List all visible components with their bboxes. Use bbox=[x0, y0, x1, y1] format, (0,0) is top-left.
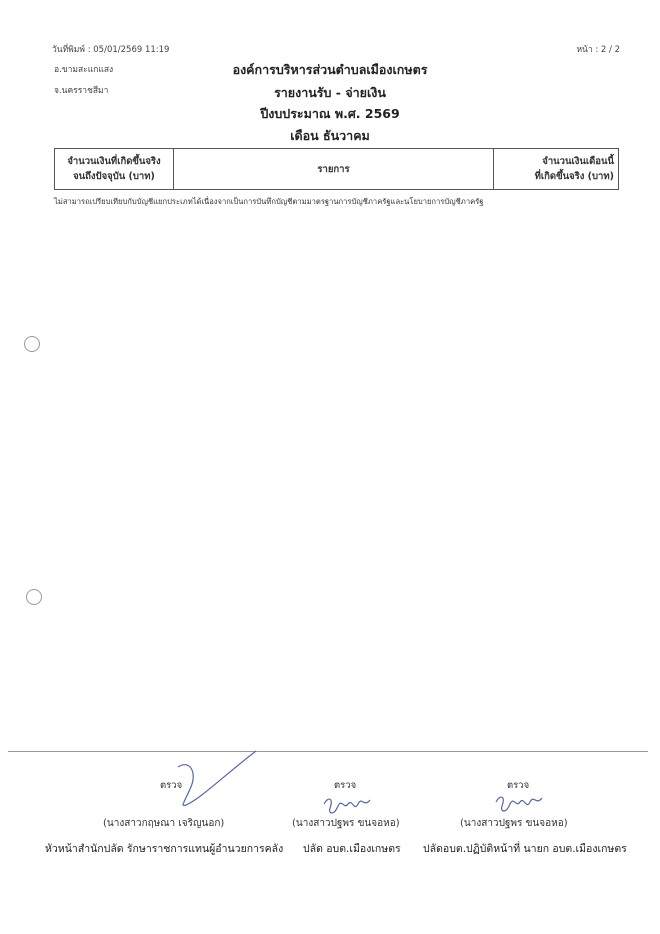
signature-2-name: (นางสาวปฐพร ขนจอหอ) bbox=[292, 818, 400, 829]
district-label: อ.ขามสะแกแสง bbox=[54, 65, 114, 75]
punch-hole-top bbox=[24, 336, 40, 352]
table-header-row bbox=[55, 149, 619, 190]
report-table bbox=[54, 148, 619, 190]
print-date: วันที่พิมพ์ : 05/01/2569 11:19 bbox=[52, 45, 170, 55]
signature-3-position: ปลัดอบต.ปฏิบัติหน้าที่ นายก อบต.เมืองเกษตร bbox=[423, 843, 627, 855]
footer-divider bbox=[8, 751, 648, 752]
signature-2-label: ตรวจ bbox=[334, 780, 357, 791]
signature-1-position: หัวหน้าสำนักปลัด รักษาราชการแทนผู้อำนวยการคลัง bbox=[45, 843, 284, 855]
report-title: รายงานรับ - จ่ายเงิน bbox=[274, 85, 386, 100]
header-cumulative-amount: จำนวนเงินที่เกิดขึ้นจริง จนถึงปัจจุบัน (บาท) bbox=[55, 149, 174, 190]
header-month-amount: จำนวนเงินเดือนนี้ ที่เกิดขึ้นจริง (บาท) bbox=[494, 149, 619, 190]
signature-1-scribble bbox=[160, 745, 260, 815]
province-label: จ.นครราชสีมา bbox=[54, 86, 109, 96]
signature-1-name: (นางสาวกฤษณา เจริญนอก) bbox=[103, 818, 225, 829]
month-title: เดือน ธันวาคม bbox=[290, 128, 370, 143]
comparison-note: ไม่สามารถเปรียบเทียบกับบัญชีแยกประเภทได้เนื่องจากเป็นการบันทึกบัญชีตามมาตรฐานการบัญชีภาครัฐและนโยบายการบัญชีภาครัฐ bbox=[54, 197, 484, 206]
org-title: องค์การบริหารส่วนตำบลเมืองเกษตร bbox=[232, 62, 428, 77]
fiscal-year: ปีงบประมาณ พ.ศ. 2569 bbox=[260, 106, 400, 121]
punch-hole-bottom bbox=[26, 589, 42, 605]
page-number: หน้า : 2 / 2 bbox=[576, 45, 620, 55]
signature-2-position: ปลัด อบต.เมืองเกษตร bbox=[303, 843, 401, 855]
header-item: รายการ bbox=[174, 149, 494, 190]
signature-3-name: (นางสาวปฐพร ขนจอหอ) bbox=[460, 818, 568, 829]
signature-3-label: ตรวจ bbox=[507, 780, 530, 791]
signature-1-label: ตรวจ bbox=[160, 780, 183, 791]
